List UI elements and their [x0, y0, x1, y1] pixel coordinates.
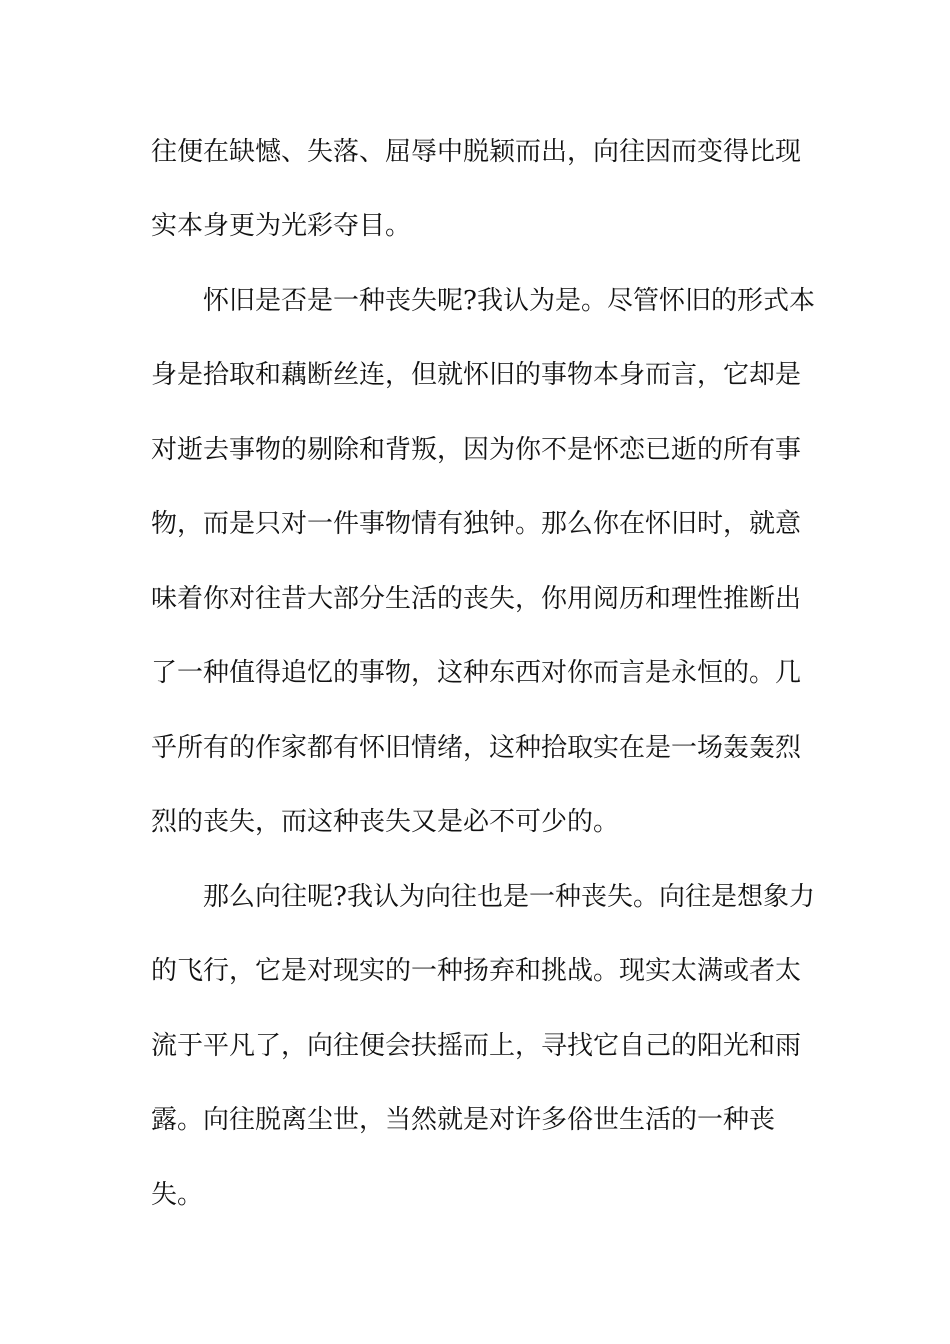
text-line: 烈的丧失，而这种丧失又是必不可少的。 — [151, 807, 620, 837]
text-line: 味着你对往昔大部分生活的丧失，你用阅历和理性推断出 — [151, 584, 802, 614]
text-line: 乎所有的作家都有怀旧情绪，这种拾取实在是一场轰轰烈 — [151, 733, 802, 763]
text-line: 了一种值得追忆的事物，这种东西对你而言是永恒的。几 — [151, 658, 802, 688]
text-line: 往便在缺憾、失落、屈辱中脱颖而出，向往因而变得比现 — [151, 137, 802, 167]
text-line: 对逝去事物的剔除和背叛，因为你不是怀恋已逝的所有事 — [151, 435, 802, 465]
text-line: 物，而是只对一件事物情有独钟。那么你在怀旧时，就意 — [151, 509, 802, 539]
text-line: 的飞行，它是对现实的一种扬弃和挑战。现实太满或者太 — [151, 956, 802, 986]
text-line: 露。向往脱离尘世，当然就是对许多俗世生活的一种丧 — [151, 1105, 776, 1135]
text-line: 实本身更为光彩夺目。 — [151, 211, 412, 241]
text-line: 失。 — [151, 1180, 204, 1210]
text-line: 身是拾取和藕断丝连，但就怀旧的事物本身而言，它却是 — [151, 360, 802, 390]
paragraph-first-line: 怀旧是否是一种丧失呢?我认为是。尽管怀旧的形式本 — [203, 286, 815, 316]
text-line: 流于平凡了，向往便会扶摇而上，寻找它自己的阳光和雨 — [151, 1031, 802, 1061]
paragraph-first-line: 那么向往呢?我认为向往也是一种丧失。向往是想象力 — [203, 882, 815, 912]
